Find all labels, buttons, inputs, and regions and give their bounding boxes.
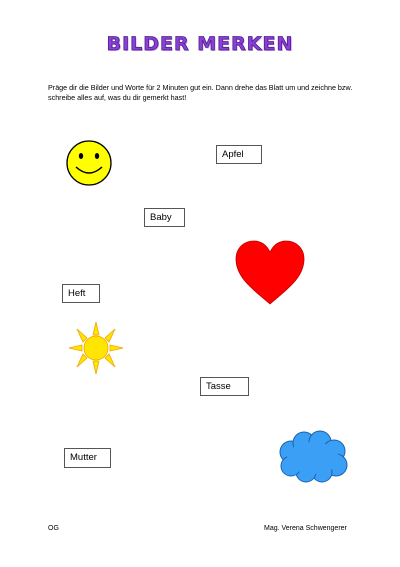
- sun-icon: [68, 321, 124, 375]
- word-box-tasse: Tasse: [200, 377, 249, 396]
- word-box-apfel: Apfel: [216, 145, 262, 164]
- word-box-heft: Heft: [62, 284, 100, 303]
- smiley-icon: [64, 138, 114, 188]
- cloud-icon: [276, 430, 350, 484]
- footer-right: Mag. Verena Schwengerer: [264, 525, 347, 532]
- page-title: BILDER MERKEN: [106, 33, 294, 55]
- word-box-baby: Baby: [144, 208, 185, 227]
- word-box-mutter: Mutter: [64, 448, 111, 468]
- heart-icon: [234, 240, 306, 306]
- instructions-text: Präge dir die Bilder und Worte für 2 Minuten gut ein. Dann drehe das Blatt um und zeichne bzw. schreibe alles auf, was du dir gemerkt hast!: [48, 83, 353, 102]
- footer-left: OG: [48, 525, 59, 532]
